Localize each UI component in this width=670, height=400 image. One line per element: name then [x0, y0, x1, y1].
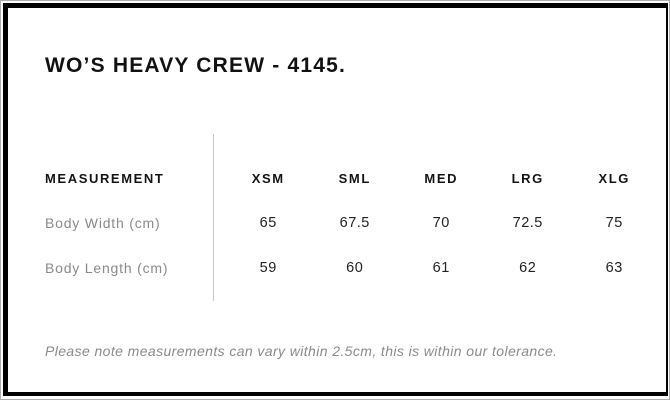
- table-cell: 72.5: [512, 214, 543, 231]
- size-table-grid: [45, 156, 658, 290]
- table-cell: 65: [259, 214, 277, 231]
- table-cell: 61: [432, 259, 450, 276]
- row-label-body-width: Body Width (cm): [45, 214, 161, 231]
- page-title: WO’S HEAVY CREW - 4145.: [45, 54, 347, 77]
- tolerance-note: Please note measurements can vary within 2.5cm, this is within our tolerance.: [45, 343, 558, 359]
- size-header-xlg: XLG: [598, 170, 631, 186]
- table-cell: 67.5: [339, 214, 370, 231]
- size-header-med: MED: [424, 170, 459, 186]
- size-header-sml: SML: [338, 170, 371, 186]
- size-header-lrg: LRG: [511, 170, 544, 186]
- table-cell: 70: [432, 214, 450, 231]
- table-cell: 60: [346, 259, 364, 276]
- chart-frame: [3, 3, 668, 396]
- size-header-xsm: XSM: [251, 170, 285, 186]
- table-cell: 63: [605, 259, 623, 276]
- table-cell: 59: [259, 259, 277, 276]
- measurement-header: MEASUREMENT: [45, 170, 165, 186]
- column-divider-line: [213, 134, 214, 301]
- table-cell: 62: [519, 259, 537, 276]
- row-label-body-length: Body Length (cm): [45, 259, 169, 276]
- size-table: [45, 156, 658, 290]
- table-cell: 75: [605, 214, 623, 231]
